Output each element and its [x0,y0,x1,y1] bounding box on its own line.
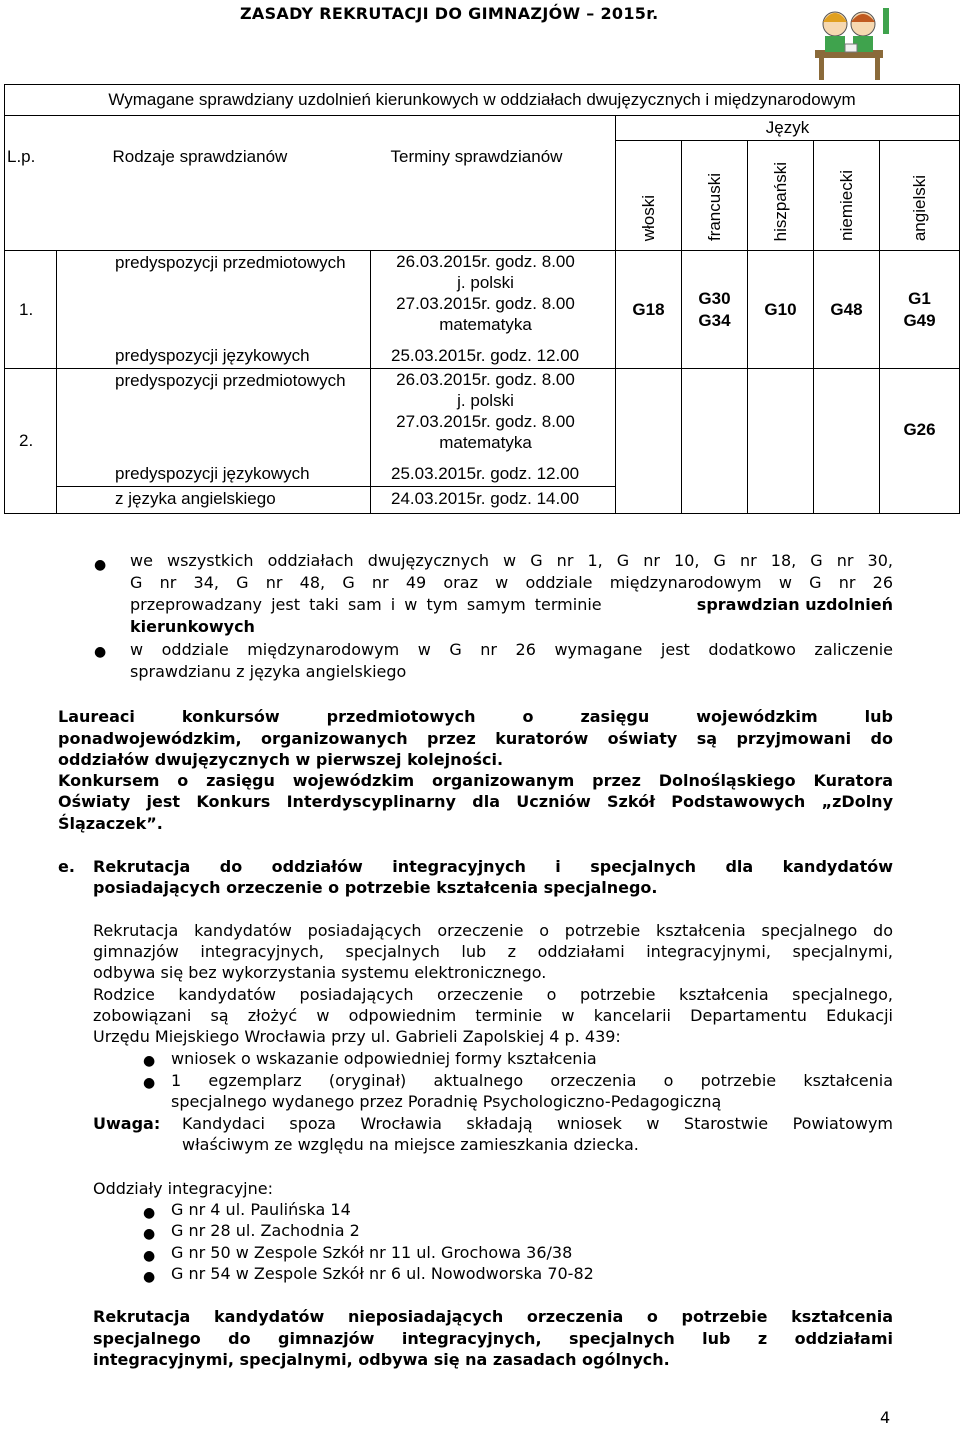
date-text: 27.03.2015r. godz. 8.00 [396,294,575,313]
date-text: 27.03.2015r. godz. 8.00 [396,412,575,431]
laureaci-line3: oddziałów dwujęzycznych w pierwszej kolejności. [58,750,504,769]
uwaga-label: Uwaga: [93,1114,161,1133]
para2-item1: wniosek o wskazanie odpowiedniej formy kształcenia [171,1049,597,1068]
final-line1: Rekrutacja kandydatów nieposiadających orzeczenia o potrzebie kształcenia [93,1307,893,1326]
final-line2: specjalnego do gimnazjów integracyjnych, specjalnych lub z oddziałami [93,1329,893,1348]
laureaci-line1: Laureaci konkursów przedmiotowych o zasięgu wojewódzkim lub [58,707,893,726]
row1-lp: 1. [5,251,57,369]
row2-type2: predyspozycji językowych [57,462,371,487]
row1-hiszpanski: G10 [748,251,814,369]
bullet1-bold: sprawdzian uzdolnień [696,595,893,614]
para2-line2: zobowiązani są złożyć w odpowiednim terminie w kancelarii Departamentu Edukacji [93,1006,893,1025]
col-dates: Terminy sprawdzianów [371,141,616,251]
logo-children-icon [805,0,890,82]
group-code: G34 [698,310,731,330]
laureaci-line5: Oświaty jest Konkurs Interdyscyplinarny dla Uczniów Szkół Podstawowych „zDolny [58,792,893,811]
row1-dates1 [371,251,616,344]
col-lp: L.p. [5,141,57,251]
table-title: Wymagane sprawdziany uzdolnień kierunkowych w oddziałach dwujęzycznych i międzynarodowym [5,85,960,116]
row1-angielski [880,251,960,369]
para2-line3: Urzędu Miejskiego Wrocławia przy ul. Gabrieli Zapolskiej 4 p. 439: [93,1027,621,1046]
integr-item: G nr 50 w Zespole Szkół nr 11 ul. Grochowa 36/38 [171,1243,573,1262]
row2-angielski: G26 [880,369,960,514]
integr-title: Oddziały integracyjne: [93,1179,273,1198]
lang-wloski: włoski [638,194,658,241]
language-header: Język [616,116,960,141]
bullet-icon: ● [143,1248,156,1264]
date-text: matematyka [439,315,532,334]
row1-type1: predyspozycji przedmiotowych [57,251,371,344]
group-code: G49 [903,310,936,330]
bullet1-line3 [130,595,893,614]
header-title: ZASADY REKRUTACJI DO GIMNAZJÓW – 2015r. [240,4,659,23]
uwaga-line2: właściwym ze względu na miejsce zamieszkania dziecka. [182,1135,639,1154]
para1-line1: Rekrutacja kandydatów posiadających orzeczenie o potrzebie kształcenia specjalnego do [93,921,893,940]
bullet1-line1: we wszystkich oddziałach dwujęzycznych w G nr 1, G nr 10, G nr 18, G nr 30, [130,551,893,570]
row2-dates1 [371,369,616,462]
row1-type2: predyspozycji językowych [57,344,371,369]
lang-angielski: angielski [909,174,929,241]
row1-date2: 25.03.2015r. godz. 12.00 [371,344,616,369]
exam-table [4,84,960,514]
bullet-icon: ● [94,557,107,573]
bullet-icon: ● [143,1053,156,1069]
row2-date2: 25.03.2015r. godz. 12.00 [371,462,616,487]
date-text: 26.03.2015r. godz. 8.00 [396,370,575,389]
section-e-label: e. [58,857,75,876]
uwaga-line1: Kandydaci spoza Wrocławia składają wniosek w Starostwie Powiatowym [182,1114,893,1133]
lang-hiszpanski: hiszpański [770,161,790,241]
para1-line2: gimnazjów integracyjnych, specjalnych lub z oddziałami integracyjnymi, specjalnymi, [93,942,893,961]
bullet1-text: przeprowadzany jest taki sam i w tym samym terminie [130,595,602,614]
bullet-icon: ● [143,1075,156,1091]
lang-niemiecki: niemiecki [836,170,856,241]
para1-line3: odbywa się bez wykorzystania systemu elektronicznego. [93,963,547,982]
bullet1-line4: kierunkowych [130,617,255,636]
section-e-heading2: posiadających orzeczenie o potrzebie kształcenia specjalnego. [93,878,658,897]
section-e-heading1: Rekrutacja do oddziałów integracyjnych i specjalnych dla kandydatów [93,857,893,876]
row1-wloski: G18 [616,251,682,369]
bullet-icon: ● [94,644,107,660]
bullet2-line1: w oddziale międzynarodowym w G nr 26 wymagane jest dodatkowo zaliczenie [130,640,893,659]
bullet-icon: ● [143,1269,156,1285]
laureaci-line2: ponadwojewódzkim, organizowanych przez kuratorów oświaty są przyjmowani do [58,729,893,748]
date-text: 26.03.2015r. godz. 8.00 [396,252,575,271]
para2-item2-line1: 1 egzemplarz (oryginał) aktualnego orzeczenia o potrzebie kształcenia [171,1071,893,1090]
row2-type3: z języka angielskiego [57,487,371,514]
row2-type1: predyspozycji przedmiotowych [57,369,371,462]
bullet2-line2: sprawdzianu z języka angielskiego [130,662,407,681]
date-text: j. polski [457,273,514,292]
integr-item: G nr 54 w Zespole Szkół nr 6 ul. Nowodworska 70-82 [171,1264,594,1283]
bullet-icon: ● [143,1226,156,1242]
group-code: G1 [908,288,931,308]
row2-lp: 2. [5,369,57,514]
bullet-icon: ● [143,1205,156,1221]
final-line3: integracyjnymi, specjalnymi, odbywa się na zasadach ogólnych. [93,1350,670,1369]
lang-francuski: francuski [704,172,724,241]
integr-item: G nr 28 ul. Zachodnia 2 [171,1221,360,1240]
para2-line1: Rodzice kandydatów posiadających orzeczenie o potrzebie kształcenia specjalnego, [93,985,893,1004]
para2-item2-line2: specjalnego wydanego przez Poradnię Psychologiczno-Pedagogiczną [171,1092,722,1111]
bullet1-line2: G nr 34, G nr 48, G nr 49 oraz w oddziale międzynarodowym w G nr 26 [130,573,893,592]
row2-date3: 24.03.2015r. godz. 14.00 [371,487,616,514]
date-text: matematyka [439,433,532,452]
row1-francuski [682,251,748,369]
integr-item: G nr 4 ul. Paulińska 14 [171,1200,351,1219]
laureaci-line6: Ślązaczek”. [58,814,163,833]
row1-niemiecki: G48 [814,251,880,369]
date-text: j. polski [457,391,514,410]
group-code: G30 [698,288,731,308]
col-types: Rodzaje sprawdzianów [57,141,371,251]
page-number: 4 [880,1408,891,1427]
laureaci-line4: Konkursem o zasięgu wojewódzkim organizowanym przez Dolnośląskiego Kuratora [58,771,893,790]
